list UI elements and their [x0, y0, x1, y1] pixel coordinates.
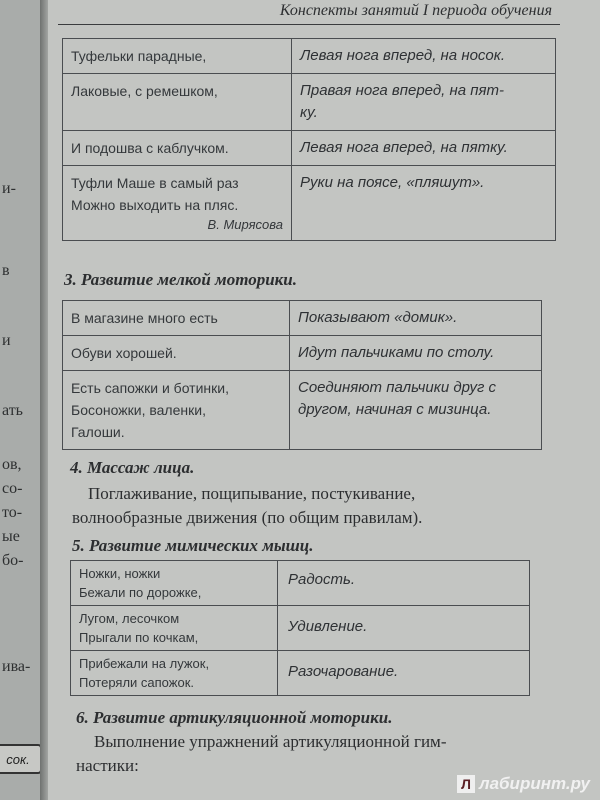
table-row — [71, 561, 530, 606]
table-cell-verse: Обуви хорошей. — [63, 336, 290, 371]
table-cell-verse: В магазине много есть — [63, 301, 290, 336]
table-row — [63, 336, 542, 371]
table-row — [71, 651, 530, 696]
paragraph: Поглаживание, пощипывание, постукивание, волнообразные движения (по общим правилам). — [72, 484, 423, 527]
paragraph: Выполнение упражнений артикуляционной гим- настики: — [76, 732, 447, 775]
table-row — [63, 131, 556, 166]
exercise-table-shoes — [62, 38, 556, 241]
page-fragment: и- — [2, 180, 16, 197]
table-cell-emotion: Радость. — [278, 561, 530, 606]
exercise-table-facial — [70, 560, 530, 696]
running-title: Конспекты занятий I периода обучения — [279, 2, 552, 19]
table-row — [71, 606, 530, 651]
page-fragment: ива- — [2, 658, 31, 675]
table-cell-action: Показывают «домик». — [290, 301, 542, 336]
watermark — [457, 774, 590, 794]
table-cell-action: Левая нога вперед, на носок. — [292, 39, 556, 74]
stamp-label: сок. — [0, 744, 42, 774]
page-fragment: ать — [2, 402, 23, 419]
table-cell-emotion: Разочарование. — [278, 651, 530, 696]
page-fragment: со- — [2, 480, 23, 497]
page-fragment: бо- — [2, 552, 24, 569]
table-cell-action: Идут пальчиками по столу. — [290, 336, 542, 371]
page-fragment: то- — [2, 504, 23, 521]
table-cell-action: Руки на поясе, «пляшут». — [292, 166, 556, 241]
page-fragment: ые — [2, 528, 20, 545]
table-cell-verse: Ножки, ножки Бежали по дорожке, — [71, 561, 278, 606]
table-cell-action: Левая нога вперед, на пятку. — [292, 131, 556, 166]
page-fragment: в — [2, 262, 10, 279]
page-fragment: ов, — [2, 456, 22, 473]
table-cell-verse: Прибежали на лужок, Потеряли сапожок. — [71, 651, 278, 696]
poem-author: В. Мирясова — [207, 217, 283, 232]
table-cell-verse: Туфли Маше в самый раз Можно выходить на пляс. В. Мирясова — [63, 166, 292, 241]
table-row — [63, 301, 542, 336]
table-cell-emotion: Удивление. — [278, 606, 530, 651]
table-cell-verse: Туфельки парадные, — [63, 39, 292, 74]
section-heading: 6. Развитие артикуляционной моторики. — [76, 708, 393, 727]
table-cell-action: Правая нога вперед, на пят- ку. — [292, 74, 556, 131]
table-row — [63, 39, 556, 74]
exercise-table-fine-motor — [62, 300, 542, 450]
table-cell-verse: Лугом, лесочком Прыгали по кочкам, — [71, 606, 278, 651]
section-heading: 3. Развитие мелкой моторики. — [64, 270, 297, 289]
table-row — [63, 371, 542, 450]
book-page — [48, 0, 600, 800]
table-cell-action: Соединяют пальчики друг с другом, начиная с мизинца. — [290, 371, 542, 450]
section-heading: 5. Развитие мимических мышц. — [72, 536, 314, 555]
table-cell-verse: И подошва с каблучком. — [63, 131, 292, 166]
watermark-text: лабиринт.ру — [479, 774, 590, 793]
section-heading: 4. Массаж лица. — [70, 458, 195, 477]
labirint-logo-icon: Л — [457, 775, 475, 793]
page-fragment: и — [2, 332, 11, 349]
table-row — [63, 74, 556, 131]
table-row — [63, 166, 556, 241]
table-cell-verse: Есть сапожки и ботинки, Босоножки, валенки, Галоши. — [63, 371, 290, 450]
header-rule — [58, 24, 560, 25]
table-cell-verse: Лаковые, с ремешком, — [63, 74, 292, 131]
